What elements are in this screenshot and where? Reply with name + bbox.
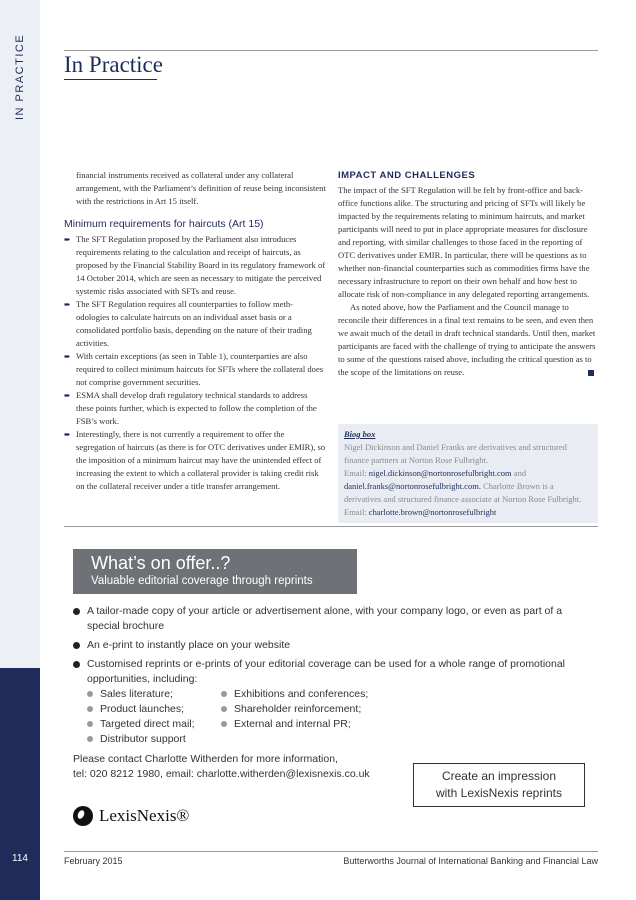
page-number: 114 bbox=[12, 853, 28, 864]
haircuts-bullet-list bbox=[64, 233, 326, 493]
list-item: External and internal PR; bbox=[221, 717, 421, 732]
offer-banner bbox=[73, 549, 357, 594]
logo-text: LexisNexis® bbox=[99, 806, 190, 825]
contact-info bbox=[73, 752, 403, 782]
bullet-dot-icon bbox=[73, 608, 80, 615]
email-link[interactable]: charlotte.brown@nortonrosefulbright bbox=[368, 507, 497, 517]
bullet-dot-icon bbox=[221, 691, 227, 697]
list-item: Product launches; bbox=[87, 702, 221, 717]
offer-title: What’s on offer..? bbox=[91, 553, 231, 573]
list-item: An e-print to instantly place on your website bbox=[73, 638, 593, 653]
biog-and: and bbox=[511, 468, 527, 478]
email-link[interactable]: daniel.franks@nortonrosefulbright.com. bbox=[344, 481, 481, 491]
top-rule bbox=[64, 50, 598, 51]
list-item: Sales literature; bbox=[87, 687, 221, 702]
biog-text: Nigel Dickinson and Daniel Franks are derivatives and structured finance partners at Norton Rose Fulbright. bbox=[344, 442, 567, 465]
bullet-dot-icon bbox=[87, 736, 93, 742]
section-title: In Practice bbox=[64, 52, 163, 77]
contact-line: tel: 020 8212 1980, email: charlotte.witherden@lexisnexis.co.uk bbox=[73, 768, 370, 780]
arrow-bullet-icon: ➨ bbox=[64, 300, 71, 309]
arrow-bullet-icon: ➨ bbox=[64, 391, 71, 400]
list-item: ➨ ESMA shall develop draft regulatory technical standards to address these points further, which is expected to follow the completion of the FSB’s work. bbox=[64, 390, 317, 426]
arrow-bullet-icon: ➨ bbox=[64, 352, 71, 361]
footer-rule bbox=[64, 851, 598, 852]
bullet-dot-icon bbox=[87, 721, 93, 727]
list-item: ➨ Interestingly, there is not currently a requirement to offer the segregation of haircuts (as there is for OTC derivatives under EMIR), so the imposition of a minimum haircut may have the unintended effect of increasing the extent to which a collateral provider is taking credit risk on the collateral receiver under a title transfer arrangement. bbox=[64, 429, 326, 491]
email-link[interactable]: nigel.dickinson@nortonrosefulbright.com bbox=[368, 468, 512, 478]
end-mark-icon bbox=[588, 370, 594, 376]
right-column bbox=[338, 169, 598, 379]
left-column bbox=[64, 169, 326, 493]
haircuts-subheading: Minimum requirements for haircuts (Art 15) bbox=[64, 218, 264, 230]
impact-heading: IMPACT AND CHALLENGES bbox=[338, 170, 476, 181]
bullet-dot-icon bbox=[221, 706, 227, 712]
sidebar-footer-block bbox=[0, 668, 40, 900]
biog-text: Charlotte Brown is a derivatives and structured finance associate at Norton Rose Fulbright. Email: bbox=[344, 481, 582, 517]
bullet-dot-icon bbox=[73, 661, 80, 668]
list-item: ➨ With certain exceptions (as seen in Table 1), counterparties are also required to collect minimum haircuts for SFTs where the collateral does not comprise government securities. bbox=[64, 351, 324, 387]
list-item: Distributor support bbox=[87, 732, 221, 747]
continuation-paragraph: financial instruments received as collateral under any collateral arrangement, with the Parliament’s definition of reuse being inconsistent with the restrictions in Art 15 itself. bbox=[76, 170, 326, 206]
list-item: A tailor-made copy of your article or advertisement alone, with your company logo, or even as part of a special brochure bbox=[73, 604, 593, 634]
impact-paragraph: As noted above, how the Parliament and the Council manage to reconcile their differences in a final text remains to be seen, and even then we await much of the detail in draft technical standards. Until then, market participants are faced with the challenge of trying to anticipate the answers to some of the questions raised above, including the critical question as to the scope of the limitations on reuse. bbox=[338, 302, 596, 377]
arrow-bullet-icon: ➨ bbox=[64, 235, 71, 244]
footer-journal-title: Butterworths Journal of International Banking and Financial Law bbox=[343, 856, 598, 866]
biog-email-label: Email: bbox=[344, 468, 369, 478]
bullet-dot-icon bbox=[87, 691, 93, 697]
arrow-bullet-icon: ➨ bbox=[64, 430, 71, 439]
list-item: Exhibitions and conferences; bbox=[221, 687, 421, 702]
lexisnexis-logo-icon bbox=[73, 806, 93, 826]
section-divider bbox=[64, 526, 598, 527]
biog-box bbox=[338, 424, 598, 523]
bullet-dot-icon bbox=[73, 642, 80, 649]
title-underline bbox=[64, 79, 157, 80]
list-item: ➨ The SFT Regulation proposed by the Parliament also introduces requirements relating to the calculation and receipt of haircuts, as proposed by the Financial Stability Board in its regulatory framework of 14 October 2014, which are seen as necessary to mitigate the perceived systemic risks associated with SFTs and reuse. bbox=[64, 234, 326, 296]
biog-title: Biog box bbox=[344, 429, 376, 439]
bullet-dot-icon bbox=[87, 706, 93, 712]
list-item: Customised reprints or e-prints of your editorial coverage can be used for a whole range of promotional opportunities, including: Sales literature; Exhibitions and conferences; Product launches; Shareholder reinforcement; Targeted direct mail; External and internal PR; Distributor support bbox=[73, 657, 593, 747]
contact-line: Please contact Charlotte Witherden for more information, bbox=[73, 753, 338, 765]
impact-paragraph: The impact of the SFT Regulation will be felt by front-office and back-office functions alike. The structuring and pricing of SFTs will likely be impacted by the requirements relating to minimum haircuts, and market participants will need to put in place appropriate measures for disclosure and reporting, with similar challenges to those faced in the reporting of OTC derivatives under EMIR. In particular, there will be questions as to whether non-financial counterparties such as commodities firms have the necessary infrastructure to report on their own behalf and how best to allocate risk of non-compliance in any delegated reporting arrangements. bbox=[338, 185, 590, 299]
sidebar-section-label: IN PRACTICE bbox=[14, 33, 26, 120]
list-item: Targeted direct mail; bbox=[87, 717, 221, 732]
bullet-dot-icon bbox=[221, 721, 227, 727]
offer-subtitle: Valuable editorial coverage through reprints bbox=[91, 575, 313, 587]
cta-line: with LexisNexis reprints bbox=[435, 786, 563, 800]
reprints-cta-box bbox=[413, 763, 585, 807]
promo-sub-list bbox=[87, 687, 593, 747]
list-item: Shareholder reinforcement; bbox=[221, 702, 421, 717]
cta-line: Create an impression bbox=[441, 769, 557, 783]
offer-list bbox=[73, 604, 593, 751]
footer-date: February 2015 bbox=[64, 856, 123, 866]
list-item: ➨ The SFT Regulation requires all counterparties to follow meth-odologies to calculate haircuts on an individual asset basis or a consolidated portfolio basis, depending on the nature of their trading activities. bbox=[64, 299, 312, 348]
